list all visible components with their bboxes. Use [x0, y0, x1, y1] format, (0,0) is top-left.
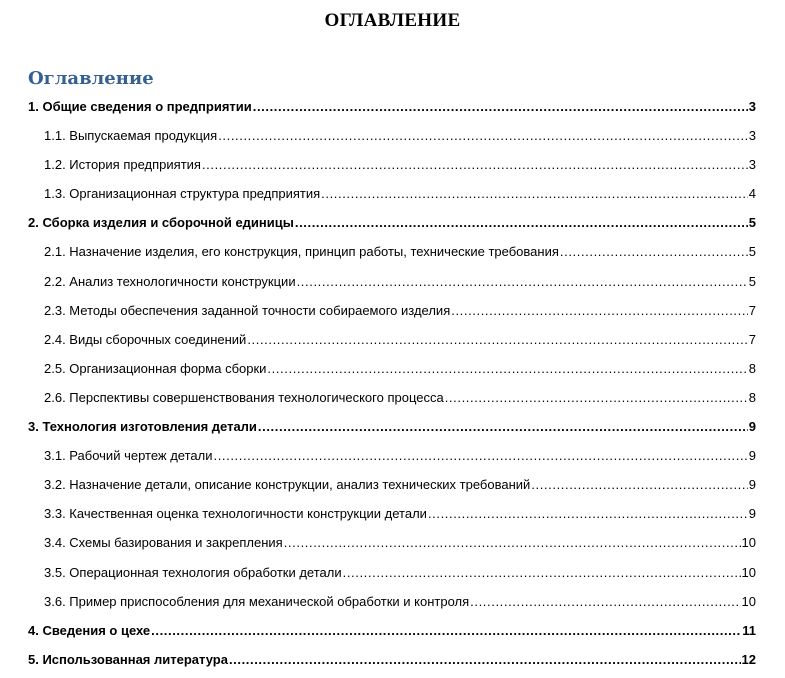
toc-entry-page: 7 [748, 331, 756, 347]
toc-entry-label: 2.3. Методы обеспечения заданной точности собираемого изделия [44, 302, 451, 318]
toc-entry[interactable] [28, 387, 756, 416]
dot-leader [470, 591, 740, 613]
toc-entry[interactable] [28, 416, 756, 445]
dot-leader [428, 503, 748, 525]
toc-entry[interactable] [28, 154, 756, 183]
toc-entry[interactable] [28, 620, 756, 649]
toc-entry-label: 3.4. Схемы базирования и закрепления [44, 535, 283, 551]
toc-heading: Оглавление [28, 68, 154, 89]
toc-entry-label: 2.1. Назначение изделия, его конструкция, принцип работы, технические требования [44, 244, 559, 260]
toc-entry-page: 5 [748, 244, 756, 260]
toc-entry[interactable] [28, 183, 756, 212]
toc-entry[interactable] [28, 212, 756, 241]
toc-entry[interactable] [28, 358, 756, 387]
dot-leader [295, 212, 748, 234]
dot-leader [213, 445, 747, 467]
toc-entry-label: 3.1. Рабочий чертеж детали [44, 448, 213, 464]
toc-entry-label: 1.2. История предприятия [44, 157, 201, 173]
toc-entry-label: 3.3. Качественная оценка технологичности конструкции детали [44, 506, 427, 522]
dot-leader [531, 474, 747, 496]
toc-entry[interactable] [28, 503, 756, 532]
dot-leader [560, 241, 748, 263]
toc-entry-label: 1.3. Организационная структура предприятия [44, 186, 321, 202]
toc-entry-page: 9 [748, 419, 756, 435]
toc-entry-page: 8 [748, 360, 756, 376]
dot-leader [445, 387, 748, 409]
toc-entry-label: 3. Технология изготовления детали [28, 419, 257, 435]
dot-leader [267, 358, 747, 380]
toc-entry-label: 3.5. Операционная технология обработки детали [44, 564, 342, 580]
toc-entry-page: 12 [741, 651, 756, 667]
toc-entry-page: 7 [748, 302, 756, 318]
dot-leader [451, 300, 748, 322]
toc-entry-page: 3 [748, 99, 756, 114]
toc-entry-label: 1. Общие сведения о предприятии [28, 99, 252, 114]
toc-entry-label: 1.1. Выпускаемая продукция [44, 128, 218, 144]
toc-entry-page: 3 [748, 128, 756, 144]
dot-leader [321, 183, 748, 205]
toc-entry-page: 11 [742, 622, 756, 638]
toc-entry[interactable] [28, 329, 756, 358]
toc-entry-label: 2.6. Перспективы совершенствования технологического процесса [44, 389, 444, 405]
dot-leader [229, 649, 741, 671]
toc-entry-page: 3 [748, 157, 756, 173]
toc-entry-page: 4 [748, 186, 756, 202]
toc-entry-page: 9 [748, 477, 756, 493]
dot-leader [253, 96, 748, 118]
toc-entry-page: 10 [741, 564, 756, 580]
toc-entry-label: 2.4. Виды сборочных соединений [44, 331, 247, 347]
toc-entry-label: 2.5. Организационная форма сборки [44, 360, 267, 376]
toc-entry-page: 9 [748, 506, 756, 522]
toc-entry[interactable] [28, 532, 756, 561]
dot-leader [284, 532, 741, 554]
toc-entry-label: 3.6. Пример приспособления для механической обработки и контроля [44, 593, 470, 609]
toc-entry-page: 10 [741, 593, 756, 609]
toc-entry-page: 9 [748, 448, 756, 464]
toc-entry-page: 5 [748, 273, 756, 289]
toc-entry-label: 4. Сведения о цехе [28, 622, 151, 638]
toc-entry-label: 5. Использованная литература [28, 651, 228, 667]
toc-entry[interactable] [28, 474, 756, 503]
toc-entry[interactable] [28, 562, 756, 591]
dot-leader [343, 562, 741, 584]
toc-entry[interactable] [28, 591, 756, 620]
dot-leader [258, 416, 748, 438]
toc-entry[interactable] [28, 241, 756, 270]
dot-leader [218, 125, 748, 147]
toc-entry[interactable] [28, 125, 756, 154]
dot-leader [202, 154, 748, 176]
document-title: ОГЛАВЛЕНИЕ [324, 10, 461, 31]
dot-leader [297, 271, 748, 293]
toc-entry[interactable] [28, 271, 756, 300]
toc-entry-label: 2. Сборка изделия и сборочной единицы [28, 215, 294, 231]
toc-entry[interactable] [28, 445, 756, 474]
dot-leader [247, 329, 747, 351]
toc-entry[interactable] [28, 96, 756, 125]
toc-entry-label: 3.2. Назначение детали, описание конструкции, анализ технических требований [44, 477, 531, 493]
dot-leader [151, 620, 741, 642]
table-of-contents [28, 96, 756, 678]
toc-entry-page: 5 [748, 215, 756, 231]
toc-entry[interactable] [28, 300, 756, 329]
toc-entry-page: 10 [741, 535, 756, 551]
toc-entry-label: 2.2. Анализ технологичности конструкции [44, 273, 296, 289]
toc-entry-page: 8 [748, 389, 756, 405]
